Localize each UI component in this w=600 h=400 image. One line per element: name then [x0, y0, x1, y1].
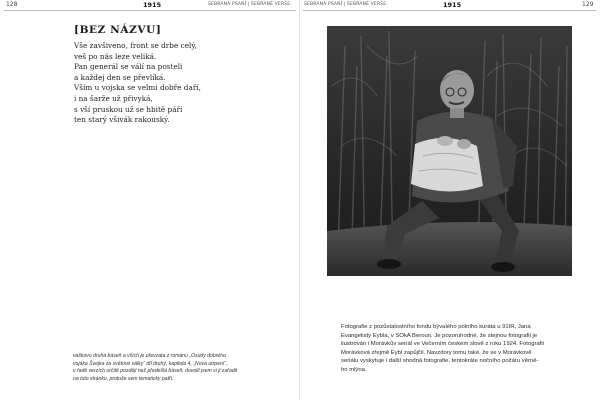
archival-photograph — [327, 26, 572, 276]
poem-body — [74, 41, 201, 126]
right-running-year: 1915 — [443, 1, 462, 9]
right-running-section: SEBRANÁ PSANÍ | SEBRANÉ VERŠE — [304, 2, 387, 7]
poem-line: veš po nás leze veliká. — [74, 51, 157, 61]
right-page-number: 129 — [582, 1, 594, 8]
poem-line: Vším u vojska se velmi dobře daří, — [74, 83, 201, 93]
page-gutter — [299, 0, 300, 400]
left-page-number: 128 — [6, 1, 18, 8]
left-header-rule — [4, 10, 296, 11]
caption-line: ilustrován i Morávkův seriál ve Večerním českém slově z roku 1924. Fotografii — [341, 341, 544, 347]
poem-line: a každej den se převlíká. — [74, 72, 166, 82]
poem-line: Vše zavšiveno, front se drbe celý, — [74, 41, 197, 50]
poem-line: ten starý všivák rakouský. — [74, 115, 170, 125]
poem-line: s vší pruskou už se hbitě páří — [74, 104, 183, 114]
poem-line: i na šarže už přivyká, — [74, 93, 153, 103]
note-line: vojáka Švejka za světové války“ díl druhý, kapitola 4, „Nová utrpení“, — [73, 360, 228, 367]
right-header-rule — [303, 10, 596, 11]
caption-line: ho mlýna. — [341, 366, 367, 373]
soldier-photo-illustration — [327, 26, 572, 276]
poem-title: [BEZ NÁZVU] — [74, 24, 162, 36]
caption-line: Evangelisty Eybla, v SOkA Beroun. Je pozoruhodné, že stejnou fotografii je — [341, 332, 538, 339]
caption-line: Morávková zřejmě Eybl zapůjčil. Navzdory tomu také, že se v Morávkově — [341, 349, 532, 356]
note-line: vaškovo druhá báseň a vších je převzata z románu „Osudy dobrého — [73, 353, 226, 359]
left-running-section: SEBRANÁ PSANÍ | SEBRANÉ VERŠE — [208, 2, 291, 7]
editorial-note — [73, 353, 287, 383]
caption-line: Fotografie z pozůstalostního fondu bývalého polního kuráta u 91IR, Jana — [341, 324, 531, 330]
note-line: na tuto stránku, protože sem tematicky patří. — [73, 375, 174, 382]
poem-line: Pan generál se válí na posteli — [74, 62, 183, 72]
left-running-year: 1915 — [143, 1, 162, 9]
caption-line: seriálu vyskytuje i další shodná fotografie, tentokráte nočního požáru věrně- — [341, 358, 539, 364]
note-line: v řadě verzích určitě později než předešlá báseň, dovolil jsem si ji zařadit — [73, 368, 238, 375]
photo-caption — [341, 323, 572, 374]
